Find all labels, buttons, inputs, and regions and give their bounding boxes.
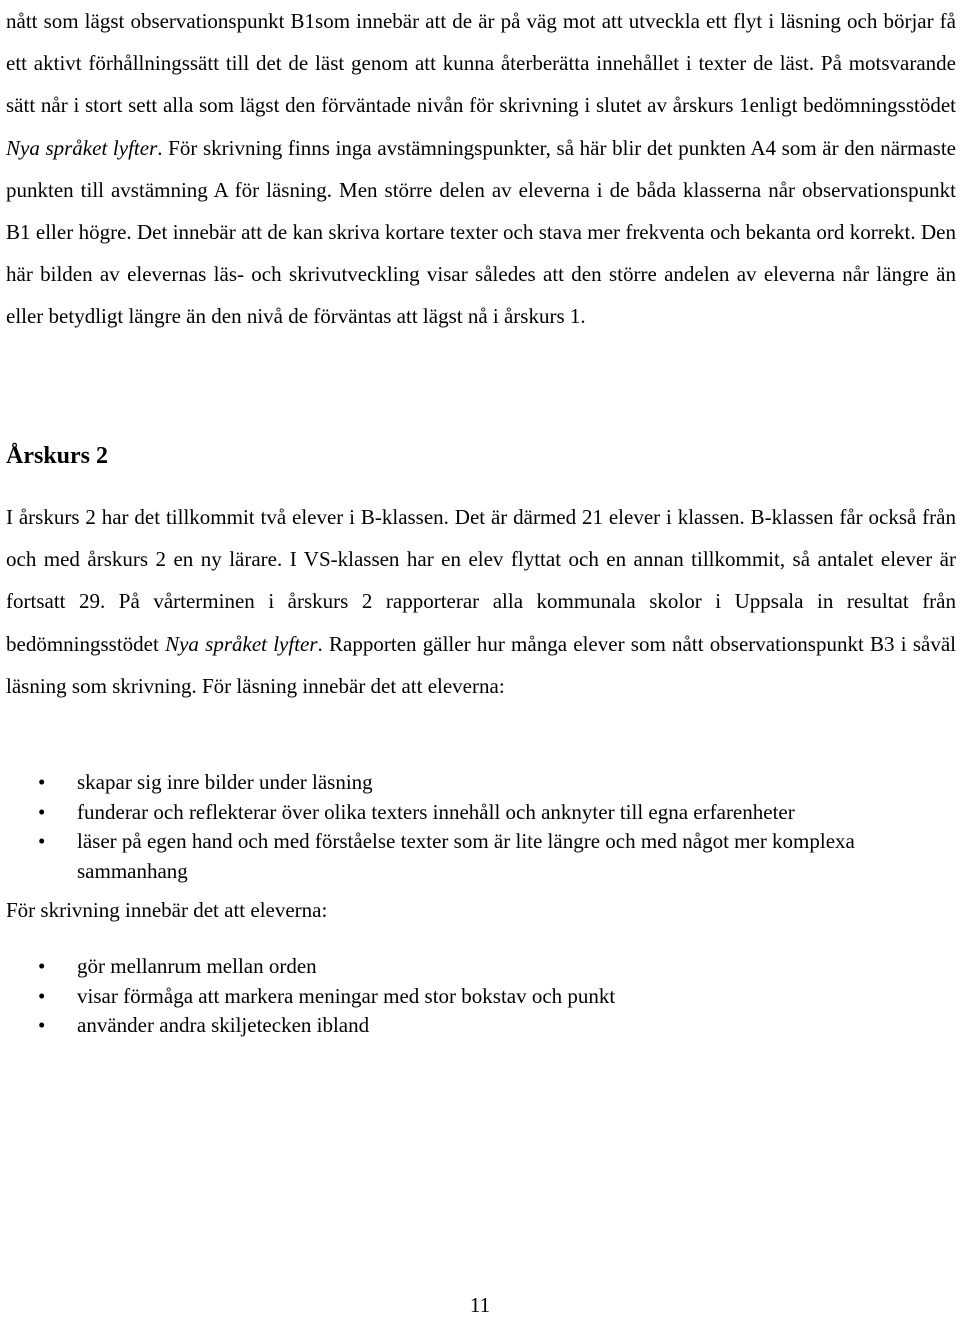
writing-intro: För skrivning innebär det att eleverna: [6, 898, 328, 922]
section-heading: Årskurs 2 [6, 443, 109, 469]
bullet-icon: • [38, 1013, 46, 1037]
writing-list [6, 952, 956, 1041]
list-item [6, 768, 956, 798]
bullet-icon: • [38, 799, 46, 824]
list-item [6, 798, 956, 828]
bullet-icon: • [38, 983, 46, 1008]
paragraph-2 [6, 496, 956, 707]
bullet-icon: • [38, 954, 46, 978]
page-number: 11 [469, 1293, 491, 1317]
reading-list [6, 768, 956, 886]
paragraph-1 [6, 0, 956, 338]
paragraph-1-title-ref: Nya språket lyfter [6, 135, 158, 160]
list-item [6, 982, 956, 1012]
list-item-text: visar förmåga att markera meningar med stor bokstav och punkt [77, 983, 616, 1008]
list-item [6, 952, 956, 982]
paragraph-2-text-b: . Rapporten gäller hur många elever som nått observationspunkt B3 i såväl läsning som skrivning. För läsning innebär det att eleverna: [6, 631, 957, 698]
bullet-icon: • [38, 770, 46, 794]
list-item-text: läser på egen hand och med förståelse texter som är lite längre och med något mer komplexa sammanhang [77, 829, 855, 883]
bullet-icon: • [38, 829, 46, 853]
paragraph-1-text-b: . För skrivning finns inga avstämningspunkter, så här blir det punkten A4 som är den närmaste punkten till avstämning A för läsning. Men större delen av eleverna i de båda klasserna når observationspunkt B1 eller högre. Det innebär att de kan skriva kortare texter och stava mer frekventa och bekanta ord korrekt. Den här bilden av elevernas läs- och skrivutveckling visar således att den större andelen av eleverna når längre än eller betydligt längre än den nivå de förväntas att lägst nå i årskurs 1. [6, 135, 957, 329]
list-item-text: gör mellanrum mellan orden [77, 954, 317, 978]
list-item-text: funderar och reflekterar över olika texters innehåll och anknyter till egna erfarenheter [77, 799, 795, 824]
paragraph-1-text-a: nått som lägst observationspunkt B1som innebär att de är på väg mot att utveckla ett flyt i läsning och börjar få ett aktivt förhållningssätt till det de läst genom att kunna återberätta innehållet i texter de läst. På motsvarande sätt når i stort sett alla som lägst den förväntade nivån för skrivning i slutet av årskurs 1enligt bedömningsstödet [6, 9, 956, 118]
list-item-text: använder andra skiljetecken ibland [77, 1013, 370, 1037]
paragraph-2-title-ref: Nya språket lyfter [165, 631, 318, 656]
list-item [6, 1011, 956, 1041]
list-item-text: skapar sig inre bilder under läsning [77, 770, 373, 794]
list-item [6, 827, 956, 886]
paragraph-2-text-a: I årskurs 2 har det tillkommit två elever i B-klassen. Det är därmed 21 elever i klassen. B-klassen får också från och med årskurs 2 en ny lärare. I VS-klassen har en elev flyttat och en annan tillkommit, så antalet elever är fortsatt 29. På vårterminen i årskurs 2 rapporterar alla kommunala skolor i Uppsala in resultat från bedömningsstödet [6, 505, 956, 656]
document-page [6, 0, 957, 1037]
